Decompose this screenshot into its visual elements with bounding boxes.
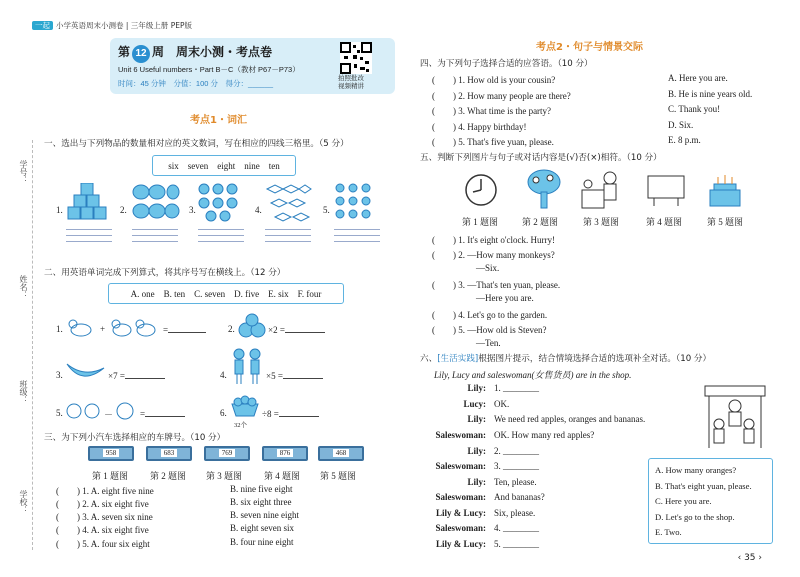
- q4-row-2-a: B. He is nine years old.: [668, 89, 753, 99]
- q2-eq2-number: 2.: [228, 324, 235, 334]
- q6-line-1[interactable]: 1. ________: [494, 383, 539, 393]
- q5-line-3b: —Here you are.: [476, 293, 534, 303]
- q6-option-d: D. Let's go to the shop.: [655, 511, 735, 522]
- q6-line-10[interactable]: 4. ________: [494, 523, 539, 533]
- q6-line-9: Six, please.: [494, 508, 536, 518]
- q4-row-5-q[interactable]: ( ) 5. That's five yuan, please.: [432, 137, 554, 147]
- plate-1: 958: [88, 446, 134, 461]
- q2-eq5-equals: =: [140, 408, 185, 419]
- tree-monkeys-icon: [526, 168, 562, 210]
- q2-options: A. one B. ten C. seven D. five E. six F. four: [108, 283, 344, 304]
- q1-writing-lines-4[interactable]: [265, 224, 311, 242]
- q6-speaker-4: Saleswoman:: [435, 430, 486, 440]
- q3-row-4-a[interactable]: ( ) 4. A. six eight five: [56, 525, 149, 535]
- bird-icon: [265, 183, 313, 223]
- q6-title: 六、[生活实践]根据图片提示，结合情境选择合适的选项补全对话。（10 分）: [420, 354, 712, 364]
- q6-line-11[interactable]: 5. ________: [494, 539, 539, 549]
- q5-line-2[interactable]: ( ) 2. —How many monkeys?: [432, 250, 555, 260]
- q1-writing-lines-1[interactable]: [66, 224, 112, 242]
- q1-writing-lines-2[interactable]: [132, 224, 178, 242]
- series-name: 小学英语周末小测卷: [56, 21, 124, 30]
- q3-row-1-a[interactable]: ( ) 1. A. eight five nine: [56, 486, 154, 496]
- dogs-icon: [110, 316, 160, 340]
- q6-intro: Lily, Lucy and saleswoman(女售货员) are in the shop.: [434, 370, 632, 380]
- q4-row-3-a: C. Thank you!: [668, 104, 721, 114]
- q3-pic-label-2: 第 2 题图: [150, 471, 187, 481]
- page-title: 第 12 周 周末小测・考点卷: [118, 43, 272, 63]
- q2-eq6-op: ÷8 =: [262, 408, 319, 419]
- page-number: ‹ 35 ›: [737, 553, 762, 563]
- q6-speaker-10: Saleswoman:: [435, 523, 486, 533]
- q5-pic-label-2: 第 2 题图: [522, 217, 559, 227]
- q6-line-5[interactable]: 2. ________: [494, 446, 539, 456]
- q6-option-e: E. Two.: [655, 527, 682, 537]
- q4-row-1-q[interactable]: ( ) 1. How old is your cousin?: [432, 75, 556, 85]
- q2-eq5-number: 5.: [56, 408, 63, 418]
- q2-eq4-number: 4.: [220, 370, 227, 380]
- q5-line-3[interactable]: ( ) 3. —That's ten yuan, please.: [432, 280, 561, 290]
- q4-row-2-q[interactable]: ( ) 2. How many people are there?: [432, 91, 571, 101]
- q1-item-4-number: 4.: [255, 205, 262, 215]
- q5-pic-label-1: 第 1 题图: [462, 217, 499, 227]
- q6-option-a: A. How many oranges?: [655, 465, 737, 475]
- plant-icon: [198, 183, 242, 223]
- cut-line: [32, 140, 33, 550]
- student-id-label: 学号：: [19, 160, 28, 184]
- q4-title: 四、为下列句子选择合适的应答语。（10 分）: [420, 59, 593, 69]
- series-header: 一起 小学英语周末小测卷 | 三年级上册 PEP版: [32, 20, 192, 31]
- cat-icon: [114, 399, 136, 421]
- garden-sign-icon: [644, 172, 688, 208]
- shop-counter-icon: [580, 170, 620, 210]
- q3-row-3-b: B. seven nine eight: [230, 510, 299, 520]
- q6-speaker-1: Lily:: [467, 383, 486, 393]
- q3-row-2-b: B. six eight three: [230, 497, 292, 507]
- q5-title: 五、判断下列图片与句子或对话内容是(√)否(×)相符。（10 分）: [420, 153, 662, 163]
- q5-pic-label-4: 第 4 题图: [646, 217, 683, 227]
- name-label: 姓名：: [19, 275, 28, 299]
- q4-row-4-q[interactable]: ( ) 4. Happy birthday!: [432, 122, 527, 132]
- cats-icon: [66, 399, 102, 421]
- plate-2: 683: [146, 446, 192, 461]
- watermelon-icon: [132, 183, 180, 223]
- q2-eq5-minus: －: [104, 410, 114, 420]
- q1-item-3-number: 3.: [189, 205, 196, 215]
- children-icon: [230, 348, 264, 386]
- q6-speaker-7: Lily:: [467, 477, 486, 487]
- q6-line-3: We need red apples, oranges and bananas.: [494, 414, 646, 424]
- q1-title: 一、选出与下列物品的数量相对应的英文数词，写在相应的四线三格里。（5 分）: [44, 139, 349, 149]
- q3-pic-label-5: 第 5 题图: [320, 471, 357, 481]
- q6-speaker-5: Lily:: [467, 446, 486, 456]
- q2-eq1-plus: +: [100, 324, 106, 334]
- q6-speaker-9: Lily & Lucy:: [435, 508, 486, 518]
- edition: PEP版: [170, 21, 192, 30]
- exam-meta: 时间：45 分钟 分值：100 分 得分：______: [118, 79, 274, 88]
- q6-line-7: Ten, please.: [494, 477, 537, 487]
- q5-line-5b: —Ten.: [476, 338, 501, 348]
- section1-title: 考点1・词汇: [190, 115, 247, 126]
- class-label: 班级：: [19, 380, 28, 404]
- series-tag: 一起: [32, 21, 53, 30]
- basket-count: 32个: [234, 422, 247, 429]
- q6-option-b: B. That's eight yuan, please.: [655, 480, 752, 491]
- birthday-cake-icon: [706, 172, 744, 210]
- q6-speaker-3: Lily:: [467, 414, 486, 424]
- dog-icon: [66, 316, 96, 340]
- q5-line-4[interactable]: ( ) 4. Let's go to the garden.: [432, 310, 548, 320]
- week-badge: 12: [132, 45, 150, 63]
- q2-eq1-number: 1.: [56, 324, 63, 334]
- q1-item-2-number: 2.: [120, 205, 127, 215]
- q6-options-box: [648, 458, 773, 544]
- q2-eq1-equals: =: [163, 324, 206, 335]
- plate-4: 876: [262, 446, 308, 461]
- flower-icon: [334, 183, 378, 223]
- q3-row-5-b: B. four nine eight: [230, 537, 294, 547]
- q5-line-1[interactable]: ( ) 1. It's eight o'clock. Hurry!: [432, 235, 555, 245]
- q3-pic-label-3: 第 3 题图: [206, 471, 243, 481]
- fruit-basket-icon: [230, 394, 260, 418]
- q4-row-3-q[interactable]: ( ) 3. What time is the party?: [432, 106, 552, 116]
- q6-speaker-2: Lucy:: [463, 399, 486, 409]
- q6-option-c: C. Here you are.: [655, 496, 712, 506]
- cube-stack-icon: [66, 183, 110, 223]
- plate-5: 468: [318, 446, 364, 461]
- apple-icon: [238, 312, 266, 340]
- q2-eq4-op: ×5 =: [266, 370, 323, 381]
- q2-eq2-op: ×2 =: [268, 324, 325, 335]
- q5-line-2b: —Six.: [476, 263, 500, 273]
- q6-speaker-11: Lily & Lucy:: [435, 539, 486, 549]
- plate-3: 769: [204, 446, 250, 461]
- q4-row-1-a: A. Here you are.: [668, 73, 728, 83]
- unit-subtitle: Unit 6 Useful numbers・Part B－C（教材 P67－P73）: [118, 65, 300, 74]
- q1-item-5-number: 5.: [323, 205, 330, 215]
- clock-icon: [464, 172, 498, 208]
- q6-speaker-6: Saleswoman:: [435, 461, 486, 471]
- q4-row-5-a: E. 8 p.m.: [668, 135, 701, 145]
- shop-scene-icon: [703, 380, 767, 450]
- q6-line-6[interactable]: 3. ________: [494, 461, 539, 471]
- banana-icon: [64, 358, 106, 384]
- q2-eq6-number: 6.: [220, 408, 227, 418]
- q2-eq3-number: 3.: [56, 370, 63, 380]
- q6-line-2: OK.: [494, 399, 510, 409]
- qr-caption: 拍照批改 视频精讲: [338, 75, 364, 90]
- q3-title: 三、为下列小汽车选择相应的车牌号。（10 分）: [44, 433, 226, 443]
- q1-writing-lines-3[interactable]: [198, 224, 244, 242]
- q3-row-4-b: B. eight seven six: [230, 523, 294, 533]
- q6-line-8: And bananas?: [494, 492, 545, 502]
- q3-row-1-b: B. nine five eight: [230, 484, 293, 494]
- q5-line-5[interactable]: ( ) 5. —How old is Steven?: [432, 325, 547, 335]
- q2-eq3-op: ×7 =: [108, 370, 165, 381]
- q4-row-4-a: D. Six.: [668, 120, 694, 130]
- q1-item-1-number: 1.: [56, 205, 63, 215]
- school-label: 学校：: [19, 490, 28, 514]
- q3-row-3-a[interactable]: ( ) 3. A. seven six nine: [56, 512, 153, 522]
- qr-code-icon[interactable]: [340, 42, 372, 74]
- q1-writing-lines-5[interactable]: [334, 224, 380, 242]
- q1-word-bank: six seven eight nine ten: [152, 155, 296, 176]
- q6-speaker-8: Saleswoman:: [435, 492, 486, 502]
- q3-row-2-a[interactable]: ( ) 2. A. six eight five: [56, 499, 149, 509]
- q3-row-5-a[interactable]: ( ) 5. A. four six eight: [56, 539, 150, 549]
- q3-pic-label-4: 第 4 题图: [264, 471, 301, 481]
- section2-title: 考点2・句子与情景交际: [536, 42, 643, 53]
- q5-pic-label-5: 第 5 题图: [707, 217, 744, 227]
- q6-line-4: OK. How many red apples?: [494, 430, 595, 440]
- q5-pic-label-3: 第 3 题图: [583, 217, 620, 227]
- q3-pic-label-1: 第 1 题图: [92, 471, 129, 481]
- grade: 三年级上册: [130, 21, 169, 30]
- q2-title: 二、用英语单词完成下列算式，将其序号写在横线上。（12 分）: [44, 268, 286, 278]
